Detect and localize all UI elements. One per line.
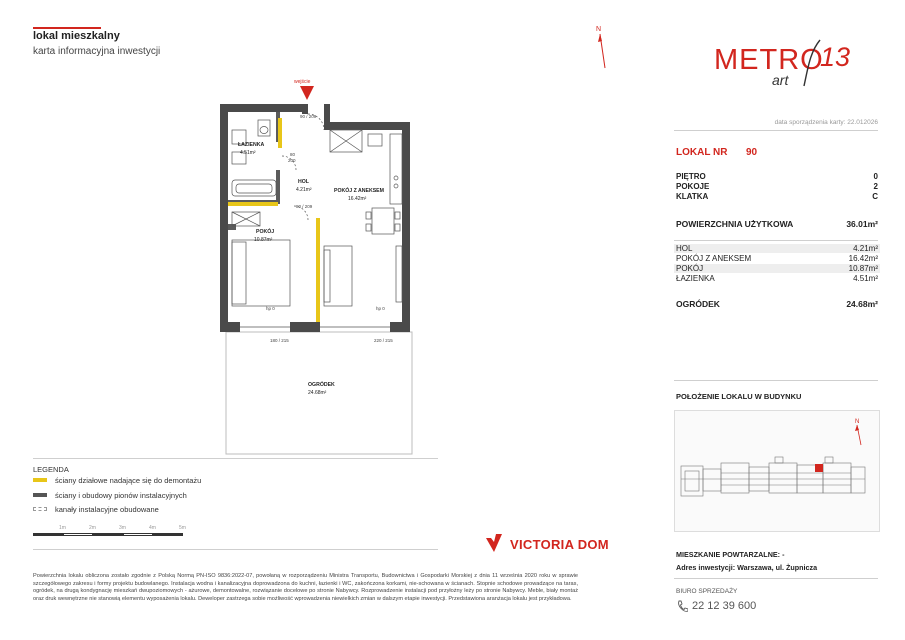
room-row — [674, 244, 880, 253]
svg-text:180 / 215: 180 / 215 — [270, 338, 289, 343]
page-title: lokal mieszkalny — [33, 30, 120, 42]
disclaimer-text: Powierzchnia lokalu obliczona zostało zgodnie z Polską Normą PN-ISO 9836:2022-07, powołaną w rozporządzeniu Ministra Transportu, Budownictwa i Gospodarki Morskiej z dnia 11 września 2020 roku w sprawie szczegółowego zakresu i formy projektu budowlanego. Instalacja wodna i kanalizacyjna doprowadzona do kuchni, łazienki i WC, zakończona korkami, nie-schowana w ścianach. Stopnie schodowe prowadzące na taras, ogródek, na drugą kondygnację mieszkań dwupoziomowych - ażurowe, demontowalne, rozwiązanie docelowe po stronie Nabywcy. Rozprowadzenie instalacji pod przyłożny leży po stronie Nabywcy. Meble, biały montaż oraz druk wewnętrzne nie stanowią elementu wyposażenia lokalu. Deweloper zastrzega sobie możliwość wprowadzenia niewielkich zmian w dalszym etapie inwestycji. Przedstawiona aranżacja lokalu jest przykładowa. — [33, 573, 578, 602]
svg-text:4.51m²: 4.51m² — [240, 150, 256, 156]
svg-text:POKÓJ Z ANEKSEM: POKÓJ Z ANEKSEM — [334, 188, 384, 194]
phone-number[interactable]: 22 12 39 600 — [692, 600, 757, 612]
metro-art-logo — [710, 42, 860, 102]
legend-item: ściany i obudowy pionów instalacyjnych — [55, 491, 187, 500]
scale-label: 2m — [89, 525, 96, 531]
sales-label: BIURO SPRZEDAŻY — [676, 588, 738, 595]
building-outline — [675, 411, 879, 531]
svg-text:N: N — [855, 419, 860, 425]
svg-text:80: 80 — [290, 152, 296, 157]
svg-text:POKÓJ: POKÓJ — [256, 229, 275, 235]
legend-swatch-gray — [33, 493, 47, 497]
room-name: POKÓJ — [676, 264, 704, 273]
repeat-label: MIESZKANIE POWTARZALNE: - — [676, 550, 785, 559]
svg-text:24.68m²: 24.68m² — [308, 390, 327, 396]
legend-swatch-yellow — [33, 478, 47, 482]
info-label: KLATKA — [676, 192, 709, 201]
room-area: 16.42m² — [848, 254, 878, 263]
divider — [674, 578, 878, 579]
divider — [33, 458, 438, 459]
svg-text:ŁAZIENKA: ŁAZIENKA — [238, 142, 265, 148]
divider — [33, 549, 438, 550]
scale-label: 4m — [149, 525, 156, 531]
room-area: 4.51m² — [853, 274, 878, 283]
scale-label: 1m — [59, 525, 66, 531]
room-row — [674, 264, 880, 273]
header-accent-line — [33, 27, 101, 29]
floor-plan — [210, 78, 420, 458]
svg-text:10.87m²: 10.87m² — [254, 237, 273, 243]
unit-marker — [815, 464, 823, 472]
info-value: 2 — [873, 182, 878, 191]
info-label: PIĘTRO — [676, 172, 706, 181]
svg-text:90 / 209: 90 / 209 — [300, 114, 317, 119]
svg-text:4.21m²: 4.21m² — [296, 187, 312, 193]
svg-text:OGRÓDEK: OGRÓDEK — [308, 382, 335, 388]
area-value: 36.01m² — [846, 219, 878, 229]
building-location-map — [674, 410, 880, 532]
svg-text:hp 0: hp 0 — [376, 306, 385, 311]
room-area: 10.87m² — [848, 264, 878, 273]
location-title: POŁOŻENIE LOKALU W BUDYNKU — [676, 392, 802, 401]
garden-label: OGRÓDEK — [676, 299, 720, 309]
room-name: HOL — [676, 244, 693, 253]
lokal-label: LOKAL NR — [676, 147, 728, 158]
logo-sub-text: art — [772, 72, 789, 88]
legend-item: ściany działowe nadające się do demontażu — [55, 476, 202, 485]
entrance-arrow-icon — [300, 86, 314, 100]
rooms-table — [674, 244, 880, 284]
north-arrow-icon — [590, 20, 612, 70]
scale-bar — [33, 525, 193, 539]
area-label: POWIERZCHNIA UŻYTKOWA — [676, 219, 794, 229]
room-name: ŁAZIENKA — [676, 274, 715, 283]
logo-main-text: METRO — [714, 44, 824, 76]
info-value: 0 — [873, 172, 878, 181]
svg-text:80 / 209: 80 / 209 — [296, 204, 313, 209]
scale-label: 5m — [179, 525, 186, 531]
room-row — [674, 254, 880, 263]
legend-item: kanały instalacyjne obudowane — [55, 505, 159, 514]
phone-icon — [676, 600, 688, 614]
logo-swash-icon — [802, 38, 826, 90]
svg-text:200: 200 — [288, 158, 296, 163]
garden-value: 24.68m² — [846, 299, 878, 309]
divider — [674, 130, 878, 131]
svg-text:16.42m²: 16.42m² — [348, 196, 367, 202]
room-area: 4.21m² — [853, 244, 878, 253]
victoria-dom-logo — [484, 532, 614, 556]
divider — [674, 240, 878, 241]
legend-swatch-dashed — [33, 507, 47, 511]
legend-title: LEGENDA — [33, 465, 69, 474]
divider — [674, 380, 878, 381]
info-value: C — [872, 192, 878, 201]
page-subtitle: karta informacyjna inwestycji — [33, 46, 161, 57]
room-row — [674, 274, 880, 283]
svg-text:N: N — [596, 26, 602, 33]
svg-text:hp 0: hp 0 — [266, 306, 275, 311]
svg-text:220 / 215: 220 / 215 — [374, 338, 393, 343]
victoria-dom-mark-icon — [484, 532, 508, 556]
developer-name: VICTORIA DOM — [510, 537, 609, 552]
scale-label: 3m — [119, 525, 126, 531]
room-name: POKÓJ Z ANEKSEM — [676, 254, 752, 263]
address: Adres inwestycji: Warszawa, ul. Żupnicza — [676, 563, 818, 572]
svg-text:HOL: HOL — [298, 179, 309, 185]
svg-text:wejście: wejście — [294, 79, 311, 85]
demountable-walls — [228, 118, 320, 322]
date-label: data sporządzenia karty: 22.012026 — [774, 119, 878, 126]
lokal-number: 90 — [746, 147, 758, 158]
info-label: POKOJE — [676, 182, 710, 191]
logo-number: 13 — [820, 42, 851, 72]
